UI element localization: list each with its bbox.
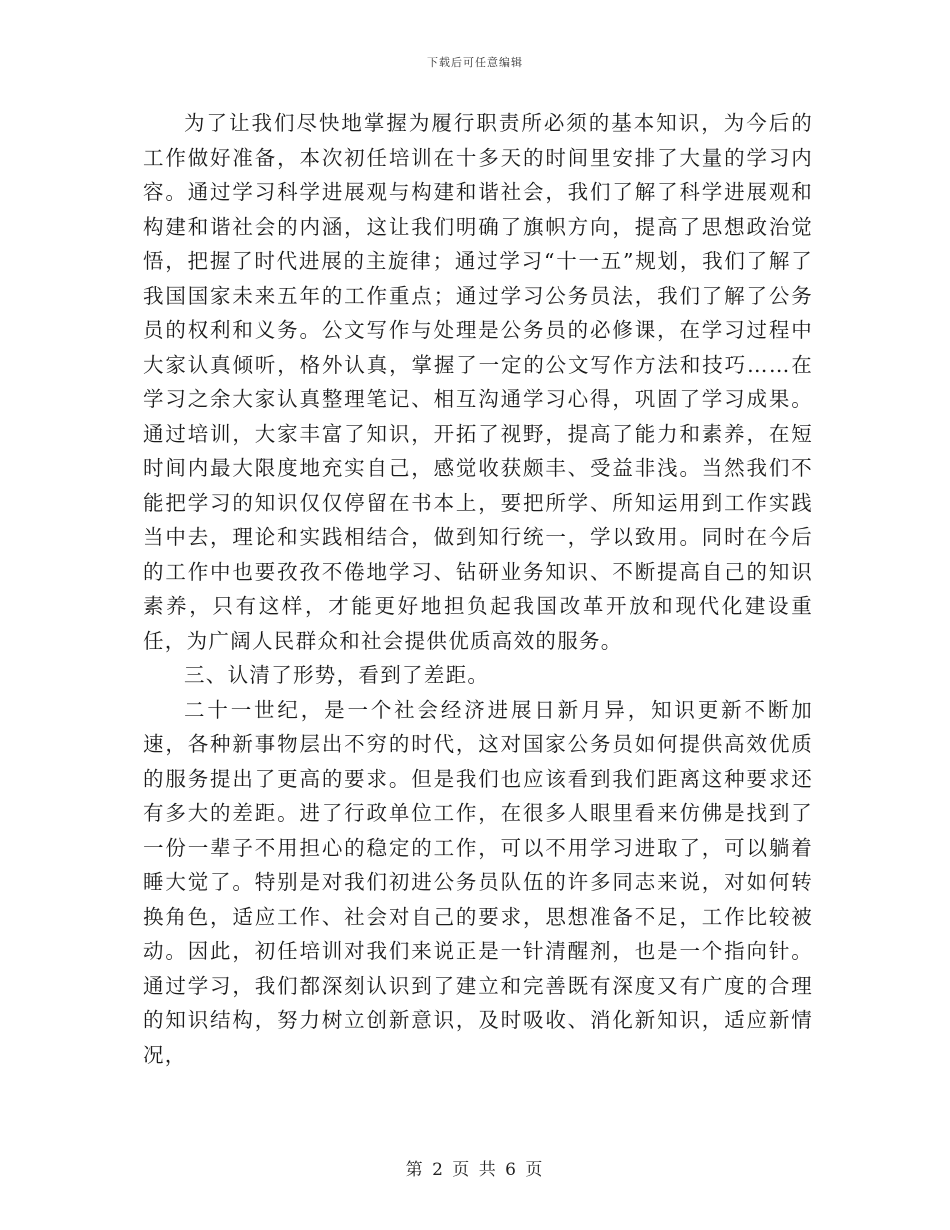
page-header: 下载后可任意编辑 (427, 56, 523, 69)
paragraph-training-content: 为了让我们尽快地掌握为履行职责所必须的基本知识，为今后的工作做好准备，本次初任培训在十多天的时间里安排了大量的学习内容。通过学习科学进展观与构建和谐社会，我们了解了科学进展观和构建和谐社会的内涵，这让我们明确了旗帜方向，提高了思想政治觉悟，把握了时代进展的主旋律；通过学习“十一五”规划，我们了解了我国国家未来五年的工作重点；通过学习公务员法，我们了解了公务员的权利和义务。公文写作与处理是公务员的必修课，在学习过程中大家认真倾听，格外认真，掌握了一定的公文写作方法和技巧……在学习之余大家认真整理笔记、相互沟通学习心得，巩固了学习成果。通过培训，大家丰富了知识，开拓了视野，提高了能力和素养，在短时间内最大限度地充实自己，感觉收获颇丰、受益非浅。当然我们不能把学习的知识仅仅停留在书本上，要把所学、所知运用到工作实践当中去，理论和实践相结合，做到知行统一，学以致用。同时在今后的工作中也要孜孜不倦地学习、钻研业务知识、不断提高自己的知识素养，只有这样，才能更好地担负起我国改革开放和现代化建设重任，为广阔人民群众和社会提供优质高效的服务。 (143, 111, 813, 653)
page-number: 第 2 页 共 6 页 (405, 1160, 545, 1180)
document-body (143, 106, 813, 1072)
section-heading-3: 三、认清了形势，看到了差距。 (184, 663, 490, 687)
paragraph-situation-gap: 二十一世纪，是一个社会经济进展日新月异，知识更新不断加速，各种新事物层出不穷的时代，这对国家公务员如何提供高效优质的服务提出了更高的要求。但是我们也应该看到我们距离这种要求还有多大的差距。进了行政单位工作，在很多人眼里看来仿佛是找到了一份一辈子不用担心的稳定的工作，可以不用学习进取了，可以躺着睡大觉了。特别是对我们初进公务员队伍的许多同志来说，对如何转换角色，适应工作、社会对自己的要求，思想准备不足，工作比较被动。因此，初任培训对我们来说正是一针清醒剂，也是一个指向针。通过学习，我们都深刻认识到了建立和完善既有深度又有广度的合理的知识结构，努力树立创新意识，及时吸收、消化新知识，适应新情况， (143, 697, 813, 1067)
